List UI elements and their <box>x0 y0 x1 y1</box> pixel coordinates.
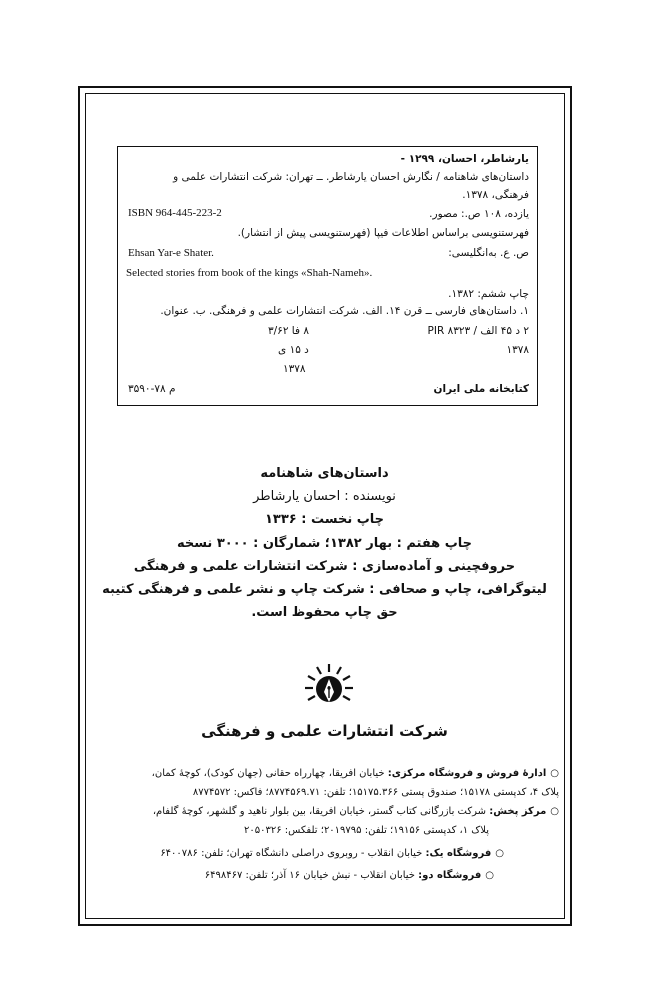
store-one-line <box>160 848 504 859</box>
distribution-label: مرکز پخش: <box>489 806 547 817</box>
card-pages: یازده، ۱۰۸ ص.: مصور. <box>429 208 529 220</box>
card-library: کتابخانه ملی ایران <box>433 383 529 395</box>
card-title-line-2: فرهنگی، ۱۳۷۸. <box>462 189 529 201</box>
card-cutter: د ۱۵ ی <box>278 344 309 356</box>
card-english-author: Ehsan Yar-e Shater. <box>128 247 214 259</box>
central-office-address: خیابان افریقا، چهارراه حقانی (جهان کودک)، کوچهٔ کمان، <box>151 768 385 779</box>
distribution-address: شرکت بازرگانی کتاب گستر، خیابان افریقا، بین بلوار ناهید و گلشهر، کوچهٔ گلفام، <box>152 806 487 817</box>
card-english-label: ص. ع. به‌انگلیسی: <box>448 247 529 259</box>
imprint-lithography: لیتوگرافی، چاپ و صحافی : شرکت چاپ و نشر علمی و فرهنگی کتیبه <box>102 582 547 597</box>
imprint-first-print: چاپ نخست : ۱۳۳۶ <box>264 512 385 527</box>
distribution-line-2: پلاک ۱، کدپستی ۱۹۱۵۶؛ تلفن: ۲۰۱۹۷۹۵؛ تلفکس: ۲۰۵۰۳۲۶ <box>243 825 489 836</box>
imprint-typesetting: حروفچینی و آماده‌سازی : شرکت انتشارات علمی و فرهنگی <box>133 559 516 574</box>
store-two-line <box>205 870 494 881</box>
card-author: یارشاطر، احسان، ۱۲۹۹ - <box>400 153 529 165</box>
central-office-line-1 <box>152 768 559 779</box>
bullet-icon: ○ <box>550 768 559 779</box>
card-subjects: ۱. داستان‌های فارسی ــ قرن ۱۴. الف. شرکت انتشارات علمی و فرهنگی. ب. عنوان. <box>160 305 529 317</box>
card-isbn: ISBN 964-445-223-2 <box>128 207 222 219</box>
card-record-number: م ۷۸-۳۵۹۰ <box>128 383 176 395</box>
bullet-icon: ○ <box>485 870 494 881</box>
cataloging-card <box>117 146 538 406</box>
store-two-label: فروشگاه دو: <box>418 870 482 881</box>
distribution-line-1 <box>153 806 559 817</box>
card-edition: چاپ ششم: ۱۳۸۲. <box>448 288 529 300</box>
publisher-name: شرکت انتشارات علمی و فرهنگی <box>201 722 448 740</box>
store-two-address: خیابان انقلاب - نبش خیابان ۱۶ آذر؛ تلفن: ۶۴۹۸۴۶۷ <box>204 870 415 881</box>
imprint-rights: حق چاپ محفوظ است. <box>251 605 398 620</box>
central-office-line-2: پلاک ۴، کدپستی ۱۵۱۷۸؛ صندوق پستی ۱۵۱۷۵.۳۶۶؛ تلفن: ۸۷۷۴۵۶۹.۷۱؛ فاکس: ۸۷۷۴۵۷۲ <box>192 787 559 798</box>
card-fipa: فهرستنویسی براساس اطلاعات فیپا (فهرستنویسی پیش از انتشار). <box>237 227 529 239</box>
card-year: ۱۳۷۸ <box>506 344 529 356</box>
central-office-label: ادارهٔ فروش و فروشگاه مرکزی: <box>387 768 547 779</box>
card-english-title: Selected stories from book of the kings «Shah-Nameh». <box>126 267 373 279</box>
bullet-icon: ○ <box>495 848 504 859</box>
imprint-author: نویسنده : احسان یارشاطر <box>253 489 396 504</box>
card-dewey-number: ۸ فا ۳/۶۲ <box>268 325 310 337</box>
imprint-seventh-print: چاپ هفتم : بهار ۱۳۸۲؛ شمارگان : ۳۰۰۰ نسخه <box>176 536 473 551</box>
card-title-line-1: داستان‌های شاهنامه / نگارش احسان یارشاطر. ــ تهران: شرکت انتشارات علمی و <box>173 171 529 183</box>
store-one-address: خیابان انقلاب - روبروی دراصلی دانشگاه تهران؛ تلفن: ۶۴۰۰۷۸۶ <box>160 848 423 859</box>
bullet-icon: ○ <box>550 806 559 817</box>
ink-pen-sunburst-logo-icon <box>303 662 355 714</box>
store-one-label: فروشگاه یک: <box>425 848 492 859</box>
book-title: داستان‌های شاهنامه <box>260 466 389 481</box>
card-cutter-year: ۱۳۷۸ <box>283 363 306 375</box>
card-class-number: ۲ د ۴۵ الف / ۸۳۲۳ PIR <box>427 325 529 337</box>
